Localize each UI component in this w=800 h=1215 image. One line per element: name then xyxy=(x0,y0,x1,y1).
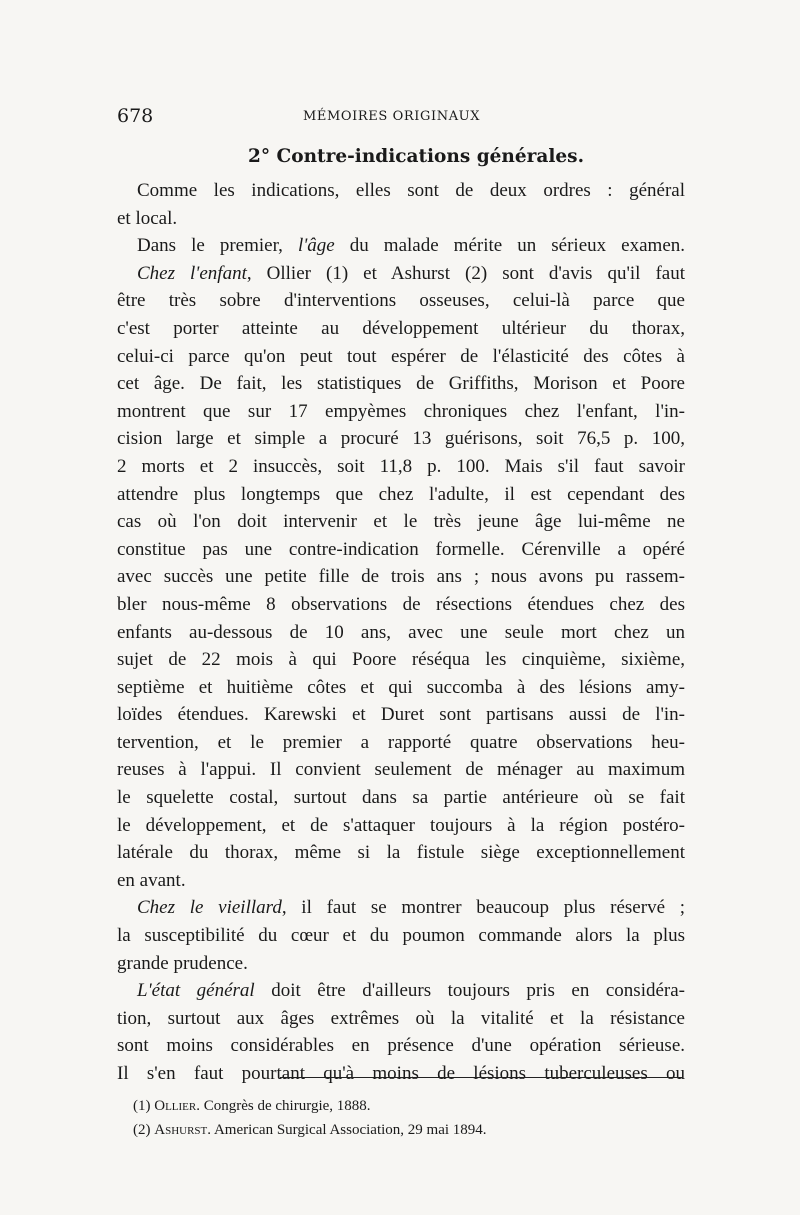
footnote-marker: (2) xyxy=(133,1122,151,1138)
text-line: Comme les indications, elles sont de deux ordres : général xyxy=(137,180,685,201)
footnote-text: . Congrès de chirurgie, 1888. xyxy=(196,1098,371,1114)
page-header xyxy=(117,103,685,131)
text-line xyxy=(117,232,685,260)
section-title: 2° Contre-indications générales. xyxy=(247,146,585,167)
text-line: enfants au-dessous de 10 ans, avec une seule mort chez un xyxy=(117,621,685,643)
text-line: septième et huitième côtes et qui succomba à des lésions amy- xyxy=(117,676,685,698)
italic-term: L'état général xyxy=(137,980,255,1002)
text-line: loïdes étendues. Karewski et Duret sont partisans aussi de l'in- xyxy=(117,704,685,726)
text-segment: du malade mérite un sérieux examen. xyxy=(334,235,685,257)
text-line: le développement, et de s'attaquer toujours à la région postéro- xyxy=(117,814,685,836)
text-line: le squelette costal, surtout dans sa partie antérieure où se fait xyxy=(117,787,685,809)
text-line: Il s'en faut pourtant qu'à moins de lésions tuberculeuses ou xyxy=(117,1063,685,1084)
text-line: en avant. xyxy=(117,869,186,891)
footnote-marker: (1) xyxy=(133,1098,151,1114)
footnote-author: Ashurst xyxy=(154,1122,208,1138)
text-line: attendre plus longtemps que chez l'adulte, il est cependant des xyxy=(117,483,685,505)
text-line: celui-ci parce qu'on peut tout espérer de l'élasticité des côtes à xyxy=(117,345,685,367)
text-line xyxy=(117,260,685,288)
footnote-author: Ollier xyxy=(154,1098,197,1114)
footnote xyxy=(133,1094,673,1118)
footnote xyxy=(133,1118,673,1142)
text-line xyxy=(117,894,685,922)
text-line: tion, surtout aux âges extrêmes où la vitalité et la résistance xyxy=(117,1007,685,1029)
footnotes xyxy=(133,1094,673,1142)
text-line: cas où l'on doit intervenir et le très jeune âge lui-même ne xyxy=(117,511,685,533)
text-line: bler nous-même 8 observations de résections étendues chez des xyxy=(117,593,685,615)
text-line: montrent que sur 17 empyèmes chroniques chez l'enfant, l'in- xyxy=(117,400,685,422)
italic-term: Chez le vieillard xyxy=(137,897,282,919)
text-line: la susceptibilité du cœur et du poumon commande alors la plus xyxy=(117,925,685,947)
text-line: être très sobre d'interventions osseuses, celui-là parce que xyxy=(117,290,685,312)
text-line: constitue pas une contre-indication formelle. Cérenville a opéré xyxy=(117,538,685,560)
text-segment: doit être d'ailleurs toujours pris en considéra- xyxy=(254,980,685,1002)
text-line: reuses à l'appui. Il convient seulement de ménager au maximum xyxy=(117,759,685,781)
text-line: cision large et simple a procuré 13 guérisons, soit 76,5 p. 100, xyxy=(117,428,685,450)
text-line: cet âge. De fait, les statistiques de Griffiths, Morison et Poore xyxy=(117,373,685,395)
text-line: c'est porter atteinte au développement ultérieur du thorax, xyxy=(117,317,685,339)
text-line: grande prudence. xyxy=(117,952,248,974)
text-line: latérale du thorax, même si la fistule siège exceptionnellement xyxy=(117,842,685,864)
body-text xyxy=(117,177,685,1088)
text-line: 2 morts et 2 insuccès, soit 11,8 p. 100. Mais s'il faut savoir xyxy=(117,455,685,477)
text-segment: , Ollier (1) et Ashurst (2) sont d'avis qu'il faut xyxy=(246,262,685,284)
footnote-text: . American Surgical Association, 29 mai 1894. xyxy=(207,1122,487,1138)
page-number: 678 xyxy=(117,105,154,127)
text-line: avec succès une petite fille de trois ans ; nous avons pu rassem- xyxy=(117,566,685,588)
text-line: sont moins considérables en présence d'une opération sérieuse. xyxy=(117,1035,685,1057)
text-line: et local. xyxy=(117,207,178,229)
text-segment: Dans le premier, xyxy=(137,235,298,257)
italic-term: l'âge xyxy=(297,235,335,257)
running-title: MÉMOIRES ORIGINAUX xyxy=(303,109,481,124)
footnote-rule xyxy=(280,1077,682,1078)
text-line: tervention, et le premier a rapporté quatre observations heu- xyxy=(117,731,685,753)
italic-term: Chez l'enfant xyxy=(137,262,247,284)
text-segment: , il faut se montrer beaucoup plus réservé ; xyxy=(281,897,685,919)
text-line xyxy=(117,977,685,1005)
text-line: sujet de 22 mois à qui Poore réséqua les cinquième, sixième, xyxy=(117,649,685,671)
